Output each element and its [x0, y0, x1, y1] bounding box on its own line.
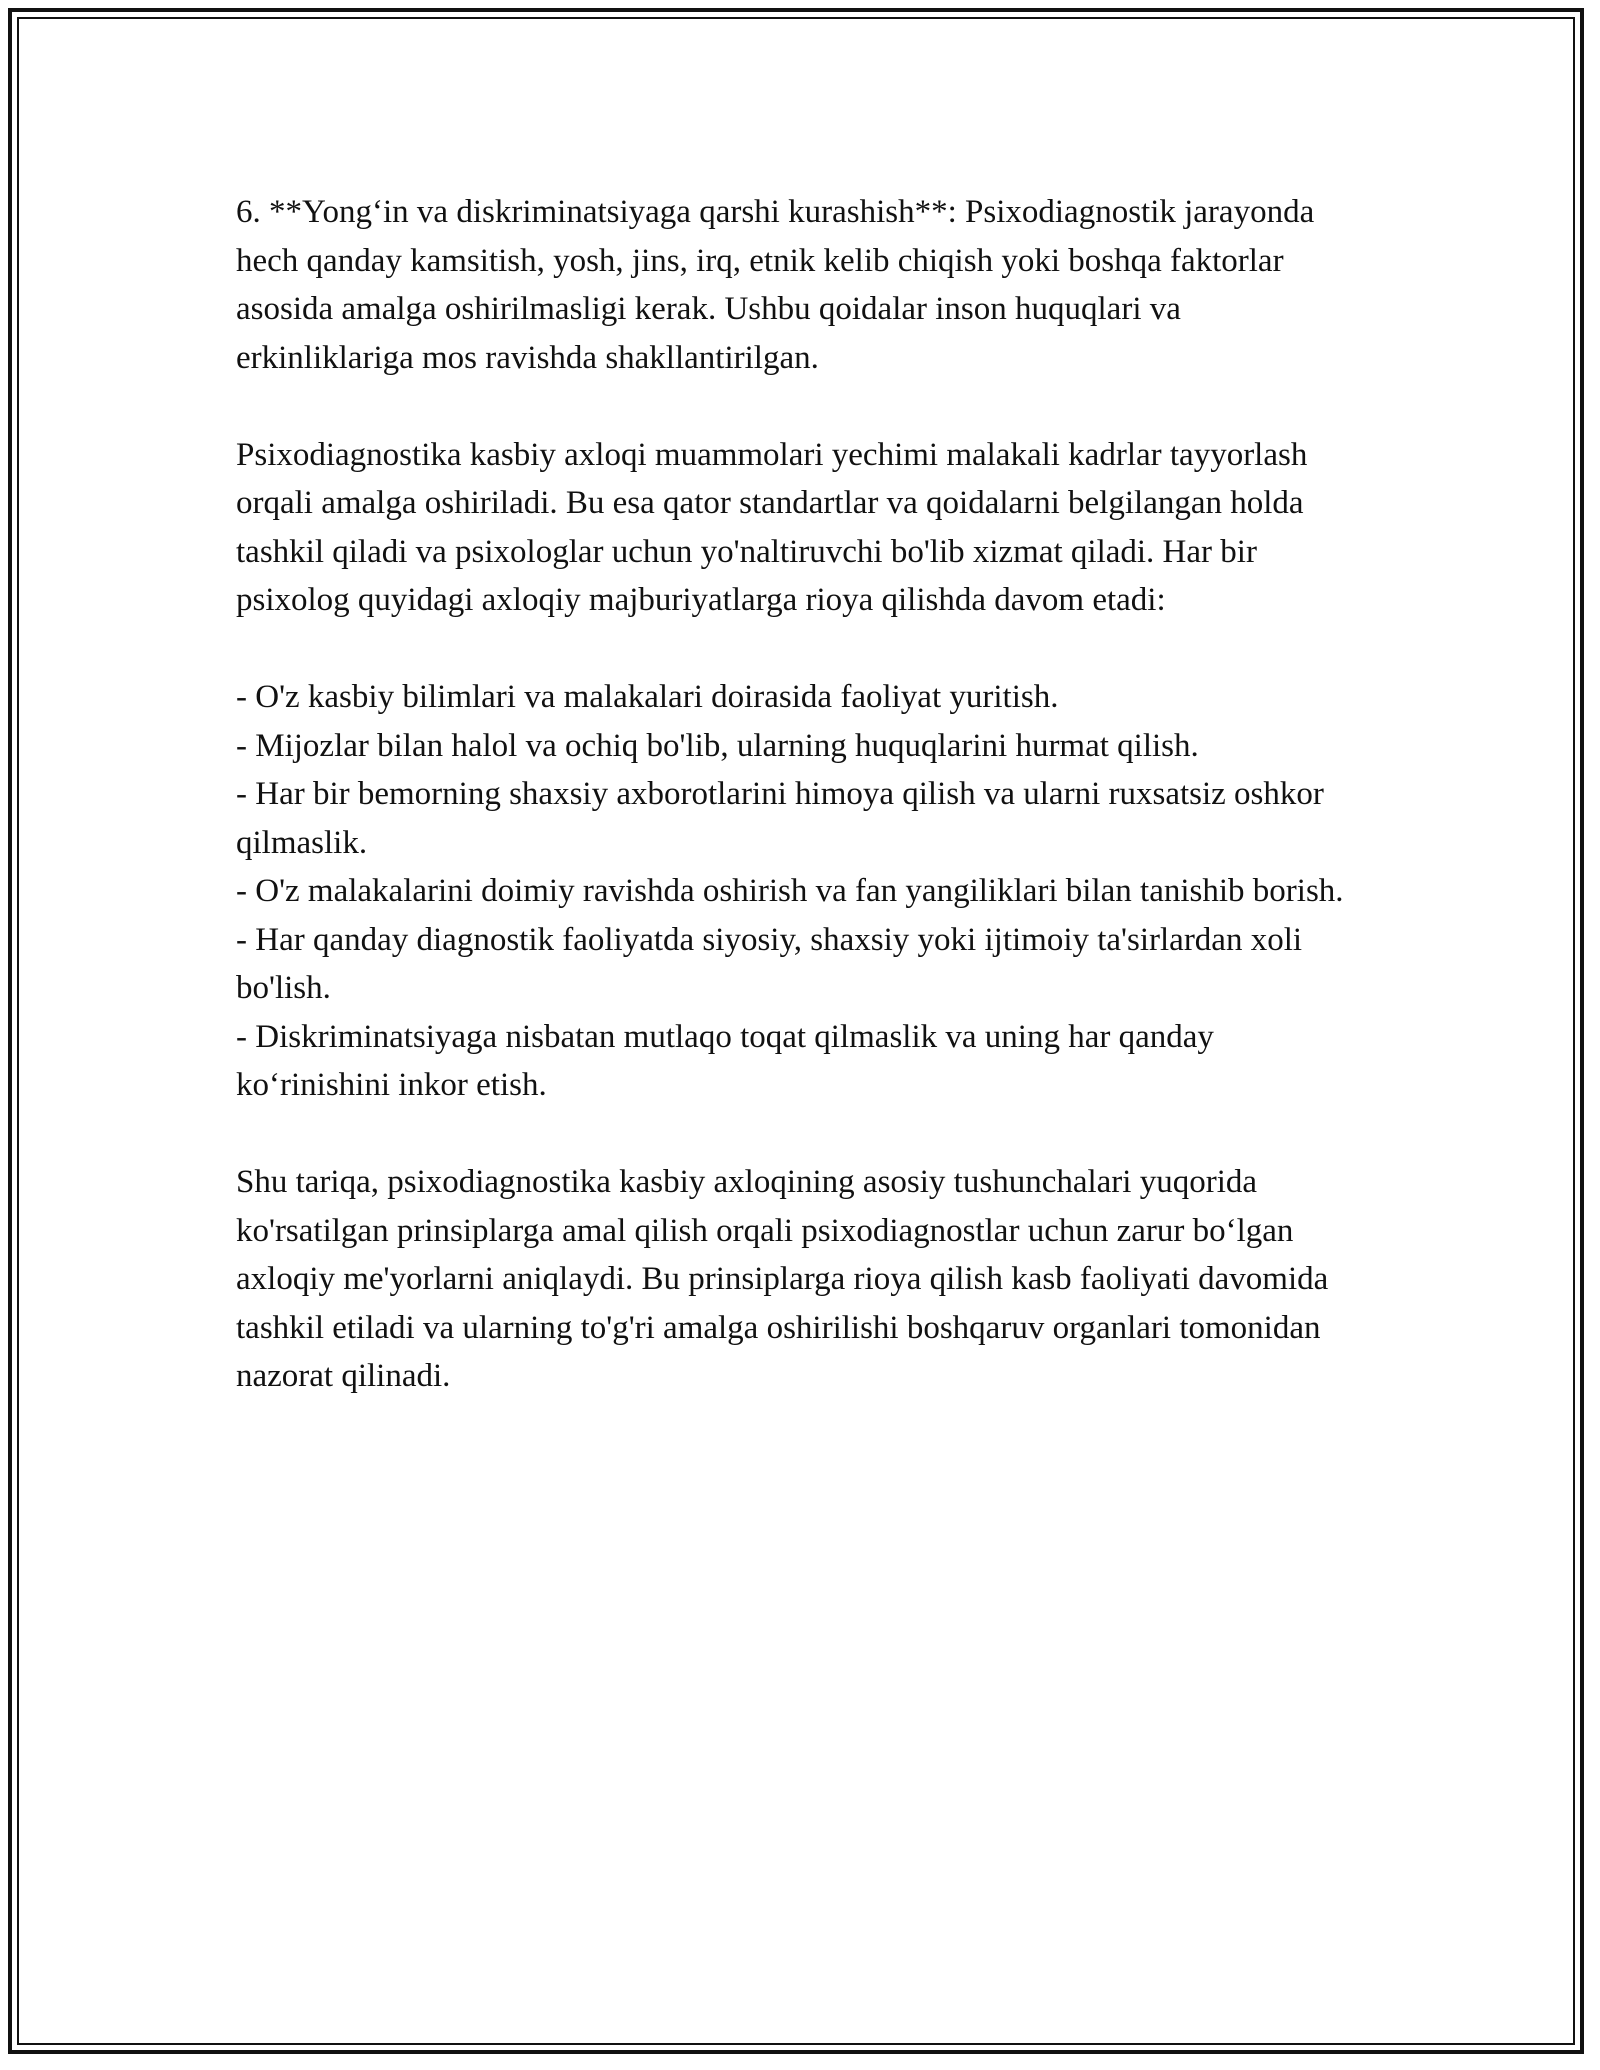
list-item: - Mijozlar bilan halol va ochiq bo'lib, ularning huquqlarini hurmat qilish. — [236, 727, 1199, 764]
paragraph-ethics-solution: Psixodiagnostika kasbiy axloqi muammolari yechimi malakali kadrlar tayyorlash orqali amalga oshiriladi. Bu esa qator standartlar va qoidalarni belgilangan holda tashkil qiladi va psixologlar uchun yo'naltiruvchi bo'lib xizmat qiladi. Har bir psixolog quyidagi axloqiy majburiyatlarga rioya qilishda davom etadi: — [236, 436, 1308, 618]
paragraph-conclusion: Shu tariqa, psixodiagnostika kasbiy axloqining asosiy tushunchalari yuqorida ko'rsatilgan prinsiplarga amal qilish orqali psixodiagnostlar uchun zarur bo‘lgan axloqiy me'yorlarni aniqlaydi. Bu prinsiplarga rioya qilish kasb faoliyati davomida tashkil etiladi va ularning to'g'ri amalga oshirilishi boshqaruv organlari tomonidan nazorat qilinadi. — [236, 1164, 1329, 1394]
list-item: - Har qanday diagnostik faoliyatda siyosiy, shaxsiy yoki ijtimoiy ta'sirlardan xoli bo'lish. — [236, 921, 1303, 1006]
list-item: - Diskriminatsiyaga nisbatan mutlaqo toqat qilmaslik va uning har qanday ko‘rinishini inkor etish. — [236, 1018, 1214, 1103]
paragraph-discrimination-rule: 6. **Yong‘in va diskriminatsiyaga qarshi kurashish**: Psixodiagnostik jarayonda hech qanday kamsitish, yosh, jins, irq, etnik kelib chiqish yoki boshqa faktorlar asosida amalga oshirilmasligi kerak. Ushbu qoidalar inson huquqlari va erkinliklariga mos ravishda shakllantirilgan. — [236, 194, 1315, 376]
list-item: - O'z malakalarini doimiy ravishda oshirish va fan yangiliklari bilan tanishib borish. — [236, 873, 1344, 909]
document-body — [236, 188, 1366, 1449]
ethical-obligations-list — [236, 673, 1366, 1110]
list-item: - O'z kasbiy bilimlari va malakalari doirasida faoliyat yuritish. — [236, 679, 1059, 715]
list-item: - Har bir bemorning shaxsiy axborotlarini himoya qilish va ularni ruxsatsiz oshkor qilmaslik. — [236, 776, 1324, 861]
